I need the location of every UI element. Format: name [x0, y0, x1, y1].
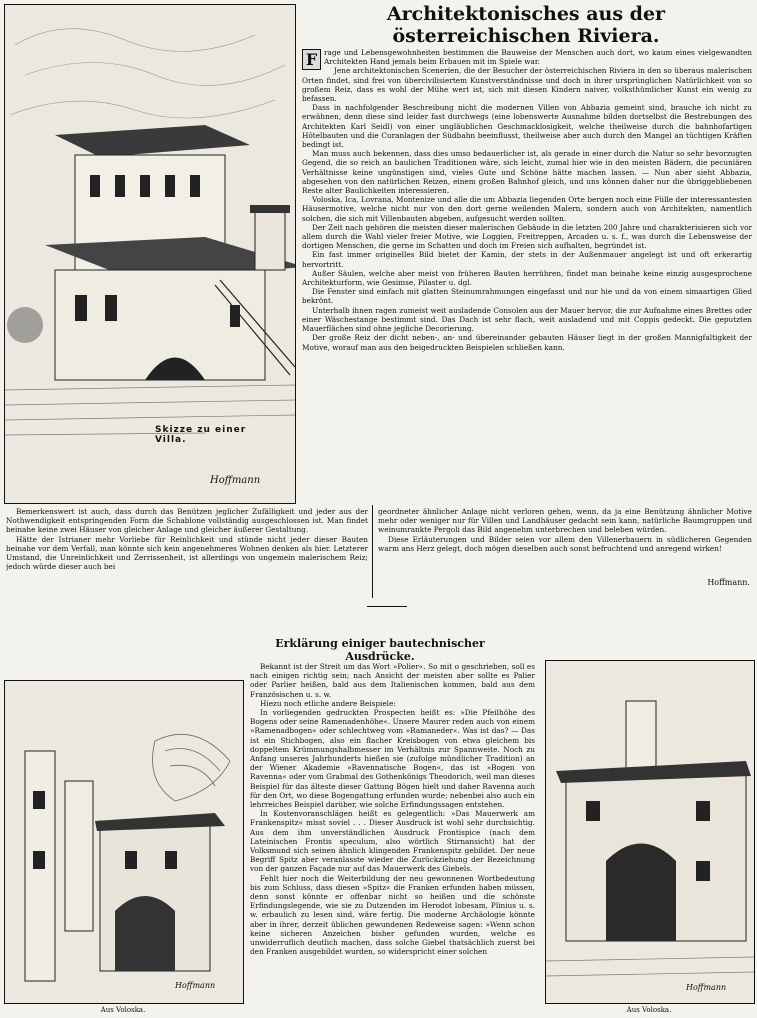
paragraph: Der große Reiz der dicht neben-, an- und übereinander gebauten Häuser liegt in der großen Mannigfaltigkeit der Motive, worauf man aus den beigedruckten Beispielen schließen kann. — [302, 333, 752, 352]
paragraph: F rage und Lebensgewohnheiten bestimmen die Bauweise der Menschen auch dort, wo kaum eines vielgewandten Architekten Hand jemals beim Erbauen mit im Spiele war. — [302, 48, 752, 66]
sketch-signature: Hoffmann — [210, 475, 261, 486]
paragraph: In Kostenvoranschlägen heißt es gelegentlich: »Das Mauerwerk am Frankenspitz« misst soviel . . . Dieser Ausdruck ist wohl sehr durchsichtig. Aus dem ihm unverständlichen Ausdruck Frontispice (nach dem Lateinischen Frontis speculum, also wörtlich Stirnansicht) hat der Volksmund sich seinen ähnlich klingenden Frankenspitz gebildet. Der neue Begriff Spitz aber veranlasste wieder die Zurückziehung der Bezeichnung von der ganzen Façade nur auf das Mauerwerk des Giebels. — [250, 809, 535, 874]
paragraph: Voloska, Ica, Lovrana, Montenize und alle die um Abbazia liegenden Orte bergen noch eine Fülle der interessantesten Häusermotive, welche nicht nur von den dort gerne weilenden Malern, sondern auch von Architekten, namentlich solchen, die sich mit Villenbauten abgeben, aufgesucht werden sollten. — [302, 195, 752, 223]
paragraph: Die Fenster sind einfach mit glatten Steinumrahmungen eingefasst und nur hie und da von einem simaartigen Glied bekrönt. — [302, 287, 752, 306]
paragraph: Dass in nachfolgender Beschreibung nicht die modernen Villen von Abbazia gemeint sind, brauche ich nicht zu erwähnen, denn diese sind leider fast durchwegs (eine lobenswerte Ausnahme bilden dortselbst die Bestrebungen des Architekten Karl Seidl) von einer ungläublichen Geschmacklosigkeit, welche theilweise durch die bahnhofartigen Hôtelbauten und die Curanlagen der Südbahn beeinflusst, theilweise aber auch durch den Mangel an tüchtigen Kräften bedingt ist. — [302, 103, 752, 150]
author-signature: Hoffmann. — [707, 578, 750, 587]
article2-body — [250, 662, 535, 1016]
drop-cap: F — [302, 49, 321, 70]
paragraph: geordneter ähnlicher Anlage nicht verloren gehen, wenn, da ja eine Benützung ähnlicher Motive mehr oder weniger nur für Villen und Landhäuser gedacht sein kann, natürliche Baumgruppen und weinumrankte Pergoli das Bild angenehm unterbrechen und beleben würden. — [378, 507, 752, 535]
article1-bottom-left — [6, 507, 368, 599]
right-figure-caption: Aus Voloska. — [626, 1006, 672, 1014]
article1-bottom-right — [378, 507, 752, 581]
right-figure-signature: Hoffmann — [686, 983, 727, 992]
sketch-caption: Skizze zu einer Villa. — [155, 425, 247, 445]
left-figure-signature: Hoffmann — [175, 981, 216, 990]
paragraph: Bemerkenswert ist auch, dass durch das Benützen jeglicher Zufälligkeit und jeder aus der Nothwendigkeit entspringenden Form die Schablone vollständig ausgeschlossen ist. Man findet beinahe keine zwei Häuser von gleicher Anlage und gleicher äußerer Gestaltung. — [6, 507, 368, 535]
paragraph: Der Zeit nach gehören die meisten dieser malerischen Gebäude in die letzten 200 Jahre und charakterisieren sich vor allem durch die Wahl vieler freier Motive, wie Loggien, Freitreppen, Arcaden u. s. f., was durch die Lebensweise der dortigen Menschen, die gerne im Schatten und doch im Freien sich aufhalten, begründet ist. — [302, 222, 752, 251]
paragraph: Jene architektonischen Scenerien, die der Besucher der österreichischen Riviera in den so überaus malerischen Orten findet, sind frei von übercivilisiertem Kunstverständnisse und doch in ihrer ursprünglichen Natürlichkeit von so großem Reiz, dass es wohl der Mühe wert ist, sich mit diesen Kindern naiver, volksthümlicher Kunst ein wenig zu befassen. — [302, 66, 752, 104]
paragraph: Unterhalb ihnen ragen zumeist weit ausladende Consolen aus der Mauer hervor, die zur Aufnahme eines Brettes oder einer Wäschestange bestimmt sind. Das Dach ist sehr flach, weit ausladend und mit Coppis gedeckt. Die geputzten Mauerflächen sind ohne jegliche Decorierung. — [302, 305, 752, 334]
paragraph: Ein fast immer originelles Bild bietet der Kamin, der stets in der Außenmauer angelegt ist und oft erkerartig hervortritt. — [302, 250, 752, 269]
paragraph: In vorliegenden gedruckten Prospecten heißt es: »Die Pfeilhöhe des Bogens oder seine Ramenadenhöhe«. Unsere Maurer reden auch von einem »Ramenadbogen« oder schlechtweg vom »Ramaneder«. Was ist das? — Das ist ein Stichbogen, also ein flacher Kreisbogen von etwa gleichem bis doppeltem Krümmungshalbmesser im Verhältnis zur Spannweite. Noch zu Anfang unseres Jahrhunderts hießen sie (zufolge mündlicher Tradition) an der Wiener Akademie »Ravennatische Bogen«, das ist »Bogen von Ravenna« oder vom Grabmal des Gothenkönigs Theodorich, weil man dieses Beispiel für das älteste dieser Gattung Bögen hielt und daher Ravenna auch für den Ort, wo diese Bogengattung erfunden wurde; nebenbei also auch ein lehrreiches Beispiel darüber, wie solche Erfindungssagen entstehen. — [250, 708, 535, 810]
voloska-figure-right — [545, 660, 755, 1004]
paragraph: Außer Säulen, welche aber meist von früheren Bauten herrühren, findet man beinahe keine einzig ausgesprochene Architekturform, wie Gesimse, Pilaster u. dgl. — [302, 268, 752, 288]
article1-right-column — [302, 48, 752, 500]
paragraph: Bekannt ist der Streit um das Wort »Polier«. So mit o geschrieben, soll es nach einigen richtig sein; nach Ansicht der meisten aber sollte es Palier oder Parlier heißen, bald aus dem Italienischen kommen, bald aus dem Französischen u. s. w. — [250, 662, 535, 699]
paragraph: Fehlt hier noch die Weiterbildung der neu gewonnenen Wortbedeutung bis zum Schluss, dass diesen »Spitz« die Franken erfunden haben müssen, denn sonst könnte er offenbar nicht so heißen und die schönste Erfindungslegende, wie sie zu Dutzenden im Herodot lobesam, Plinius u. s. w. erbaulich zu lesen sind, wäre fertig. Die moderne Archäologie könnte aber in ihrer, derzeit üblichen gewundenen Redeweise sagen: »Wenn schon keine sicheren Anzeichen bisher gefunden wurden, welche es unwiderruflich deutlich machen, dass solche Giebel thatsächlich zuerst bei den Franken ausgebildet wurden, so widerspricht einer solchen — [250, 873, 535, 957]
article2-title: Erklärung einiger bautechnischer Ausdrücke. — [275, 637, 485, 663]
column-divider — [372, 505, 373, 598]
villa-sketch-figure — [4, 4, 296, 504]
paragraph: Hätte der Istrianer mehr Vorliebe für Reinlichkeit und stünde nicht jeder dieser Bauten beinahe vor dem Verfall, man könnte sich kein angenehmeres Wohnen denken als hier. Letzterer Umstand, die Unreinlichkeit und Zerrissenheit, ist allerdings von ungemein malerischem Reiz; jedoch würde dieser auch bei — [6, 534, 368, 572]
article-title: Architektonisches aus der österreichischen Riviera. — [386, 3, 666, 47]
voloska-figure-left — [4, 680, 244, 1004]
left-figure-caption: Aus Voloska. — [100, 1006, 146, 1014]
section-rule — [367, 606, 407, 607]
voloska-drawing-left — [5, 681, 243, 1003]
paragraph: Diese Erläuterungen und Bilder seien vor allem den Villenerbauern in südlicheren Gegenden warm ans Herz gelegt, doch mögen dieselben auch sonst befruchtend und anregend wirken! — [378, 534, 752, 553]
voloska-drawing-right — [546, 661, 754, 1003]
paragraph: Hiezu noch etliche andere Beispiele: — [260, 698, 396, 708]
paragraph: Man muss auch bekennen, dass dies umso bedauerlicher ist, als gerade in einer durch die Natur so sehr bevorzugten Gegend, die so reich an baulichen Traditionen wäre, sich leicht, zumal hier wie in den meisten Bädern, die pecuniären Verhältnisse keine ungünstigen sind, vieles Gute und Schöne hätte machen lassen. — Nun aber sieht Abbazia, abgesehen von den natürlichen Reizen, einem großen Bahnhof gleich, und uns können daher nur die übriggebliebenen Reste alter Baulichkeiten interessieren. — [302, 149, 752, 196]
